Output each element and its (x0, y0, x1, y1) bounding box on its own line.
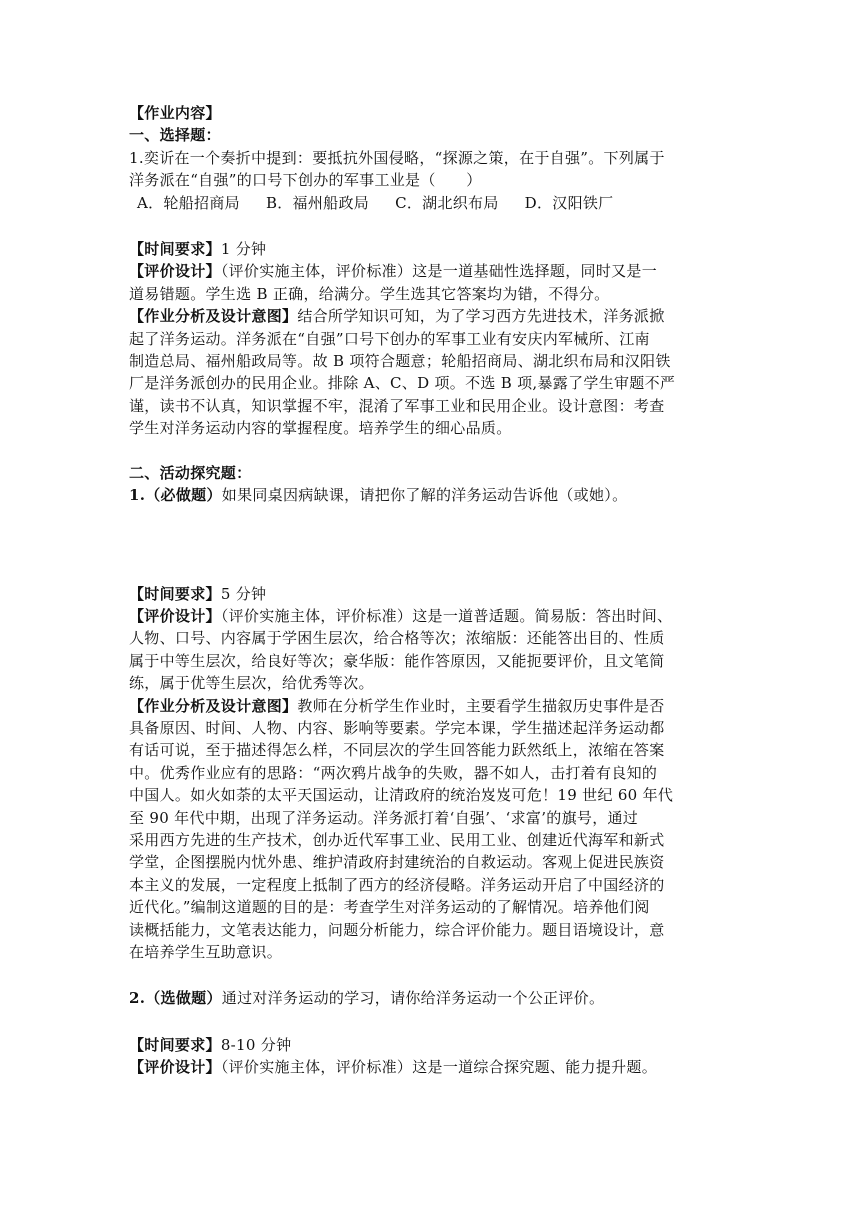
analysis-text-line-3: 有话可说，至于描述得怎么样，不同层次的学生回答能力跃然纸上，浓缩在答案 (129, 741, 665, 760)
analysis-text-line-6: 至 90 年代中期，出现了洋务运动。洋务派打着‘自强’、‘求富’的旗号，通过 (129, 808, 639, 827)
question-2-2 (129, 987, 734, 1009)
analysis-text-line-5: 谨，读书不认真，知识掌握不牢，混淆了军事工业和民用企业。设计意图：考查 (129, 396, 665, 415)
analysis-intent-1 (129, 305, 734, 327)
question-1-text-line-1: 1.奕䜣在一个奏折中提到：要抵抗外国侵略，“探源之策，在于自强”。下列属于 (129, 148, 665, 167)
evaluation-design-text-line-4: 练，属于优等生层次，给优秀等次。 (129, 674, 374, 693)
analysis-text-line-6: 学生对洋务运动内容的掌握程度。培养学生的细心品质。 (129, 419, 512, 438)
analysis-text-line-10: 近代化。”编制这道题的目的是：考查学生对洋务运动的了解情况。培养他们阅 (129, 898, 650, 917)
analysis-intent-label: 【作业分析及设计意图】 (129, 307, 298, 326)
optional-question-text: 通过对洋务运动的学习，请你给洋务运动一个公正评价。 (221, 989, 605, 1008)
analysis-text-line-5: 中国人。如火如荼的太平天国运动，让清政府的统治岌岌可危！19 世纪 60 年代 (129, 786, 674, 805)
analysis-text-line-7: 采用西方先进的生产技术，创办近代军事工业、民用工业、创建近代海军和新式 (129, 830, 665, 849)
evaluation-design-text-line-3: 属于中等生层次，给良好等次；豪华版：能作答原因，又能扼要评价，且文笔简 (129, 651, 665, 670)
evaluation-design-1 (129, 260, 734, 282)
evaluation-design-text-line-2: 道易错题。学生选 B 正确，给满分。学生选其它答案均为错，不得分。 (129, 284, 610, 303)
evaluation-design-2 (129, 605, 734, 627)
evaluation-design-label: 【评价设计】 (129, 1058, 221, 1077)
homework-content-heading: 【作业内容】 (129, 104, 221, 122)
analysis-text-line-4: 中。优秀作业应有的思路：“两次鸦片战争的失败，器不如人，击打着有良知的 (129, 763, 658, 782)
required-question-label: 1.（必做题） (129, 486, 222, 505)
question-1-options (137, 192, 734, 214)
required-question-text: 如果同桌因病缺课，请把你了解的洋务运动告诉他（或她）。 (221, 486, 628, 505)
analysis-text-line-3: 制造总局、福州船政局等。故 B 项符合题意；轮船招商局、湖北织布局和汉阳铁 (129, 352, 671, 371)
analysis-text-line-4: 厂是洋务派创办的民用企业。排除 A、C、D 项。不选 B 项,暴露了学生审题不严 (129, 374, 676, 393)
document-body (129, 102, 734, 1079)
evaluation-design-text: （评价实施主体，评价标准）这是一道综合探究题、能力提升题。 (220, 1058, 658, 1077)
analysis-text-line-11: 读概括能力，文笔表达能力，问题分析能力，综合评价能力。题目语境设计，意 (129, 920, 665, 939)
time-requirement-2 (129, 583, 734, 605)
time-requirement-label: 【时间要求】 (129, 240, 221, 259)
evaluation-design-text-line-1: （评价实施主体，评价标准）这是一道基础性选择题，同时又是一 (220, 262, 658, 281)
time-requirement-value: 1 分钟 (220, 240, 267, 259)
analysis-text-line-9: 本主义的发展，一定程度上抵制了西方的经济侵略。洋务运动开启了中国经济的 (129, 875, 665, 894)
question-1-text-line-2: 洋务派在“自强”的口号下创办的军事工业是（ ） (129, 171, 482, 190)
section-title-multiple-choice: 一、选择题： (129, 126, 221, 145)
evaluation-design-label: 【评价设计】 (129, 606, 221, 625)
analysis-text-line-2: 起了洋务运动。洋务派在“自强”口号下创办的军事工业有安庆内军械所、江南 (129, 329, 650, 348)
section-title-activity-inquiry: 二、活动探究题： (129, 463, 252, 482)
time-requirement-label: 【时间要求】 (129, 1035, 221, 1054)
option-c: C．湖北织布局 (395, 193, 499, 212)
time-requirement-3 (129, 1034, 734, 1056)
analysis-text-line-1: 结合所学知识可知，为了学习西方先进技术，洋务派掀 (297, 307, 665, 326)
time-requirement-label: 【时间要求】 (129, 584, 221, 603)
evaluation-design-3 (129, 1056, 734, 1078)
option-b: B．福州船政局 (265, 193, 370, 212)
question-2-1 (129, 484, 734, 506)
evaluation-design-text-line-2: 人物、口号、内容属于学困生层次，给合格等次；浓缩版：还能答出目的、性质 (129, 629, 665, 648)
time-requirement-value: 5 分钟 (220, 584, 267, 603)
analysis-intent-2 (129, 695, 734, 717)
analysis-text-line-1: 教师在分析学生作业时，主要看学生描叙历史事件是否 (297, 696, 665, 715)
analysis-text-line-2: 具备原因、时间、人物、内容、影响等要素。学完本课，学生描述起洋务运动都 (129, 718, 665, 737)
analysis-intent-label: 【作业分析及设计意图】 (129, 696, 298, 715)
analysis-text-line-12: 在培养学生互助意识。 (129, 943, 283, 961)
option-a: A．轮船招商局 (137, 193, 240, 212)
evaluation-design-label: 【评价设计】 (129, 262, 221, 281)
evaluation-design-text-line-1: （评价实施主体，评价标准）这是一道普适题。简易版：答出时间、 (220, 606, 673, 625)
analysis-text-line-8: 学堂，企图摆脱内忧外患、维护清政府封建统治的自救运动。客观上促进民族资 (129, 853, 665, 872)
optional-question-label: 2.（选做题） (129, 989, 222, 1008)
time-requirement-1 (129, 238, 734, 260)
time-requirement-value: 8-10 分钟 (220, 1035, 292, 1054)
option-d: D．汉阳铁厂 (524, 193, 614, 212)
